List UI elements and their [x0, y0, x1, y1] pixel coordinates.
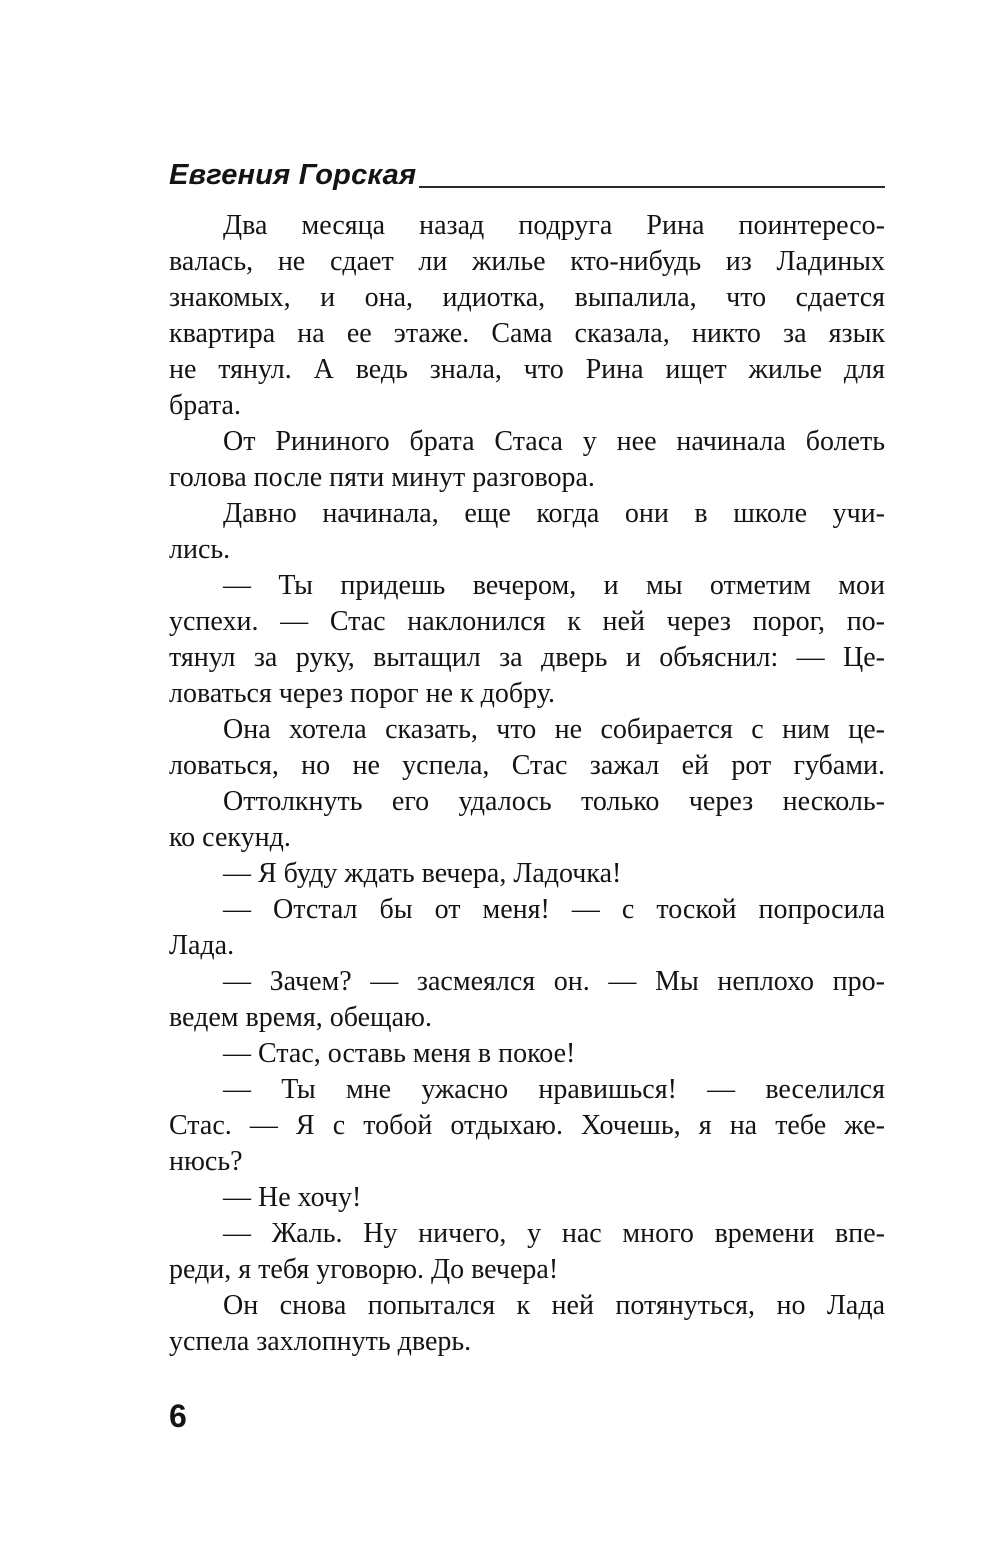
text-line: успела захлопнуть дверь. — [169, 1326, 472, 1357]
text-line: брата. — [169, 390, 241, 421]
text-line: знакомых, и она, идиотка, выпалила, что сдается — [169, 282, 885, 313]
text-line: ловаться через порог не к добру. — [169, 678, 555, 709]
text-line: — Зачем? — засмеялся он. — Мы неплохо про- — [223, 966, 885, 997]
text-line: Два месяца назад подруга Рина поинтересо- — [223, 210, 885, 241]
text-line: — Жаль. Ну ничего, у нас много времени впе- — [223, 1218, 885, 1249]
text-line: От Рининого брата Стаса у нее начинала болеть — [223, 426, 885, 457]
text-line: — Отстал бы от меня! — с тоской попросила — [223, 894, 885, 925]
page-header — [169, 156, 885, 190]
text-line: Стас. — Я с тобой отдыхаю. Хочешь, я на тебе же- — [169, 1110, 885, 1141]
text-line: Она хотела сказать, что не собирается с ним це- — [223, 714, 885, 745]
text-line: ловаться, но не успела, Стас зажал ей рот губами. — [169, 750, 885, 781]
header-rule — [419, 186, 885, 188]
text-line: — Ты придешь вечером, и мы отметим мои — [223, 570, 885, 601]
text-line: Давно начинала, еще когда они в школе учи- — [223, 498, 885, 529]
text-line: — Не хочу! — [223, 1182, 362, 1213]
text-line: тянул за руку, вытащил за дверь и объяснил: — Це- — [169, 642, 885, 673]
text-line: не тянул. А ведь знала, что Рина ищет жилье для — [169, 354, 885, 385]
text-line: ко секунд. — [169, 822, 291, 853]
page-number: 6 — [169, 1398, 187, 1434]
page-content — [169, 156, 885, 1360]
text-line: Он снова попытался к ней потянуться, но Лада — [223, 1290, 885, 1321]
text-line: нюсь? — [169, 1146, 243, 1177]
text-line: реди, я тебя уговорю. До вечера! — [169, 1254, 559, 1285]
text-line: лись. — [169, 534, 231, 565]
text-line: Оттолкнуть его удалось только через несколь- — [223, 786, 885, 817]
text-line: — Ты мне ужасно нравишься! — веселился — [223, 1074, 885, 1105]
text-line: квартира на ее этаже. Сама сказала, никто за язык — [169, 318, 885, 349]
text-line: — Я буду ждать вечера, Ладочка! — [223, 858, 622, 889]
text-line: успехи. — Стас наклонился к ней через порог, по- — [169, 606, 885, 637]
text-line: голова после пяти минут разговора. — [169, 462, 595, 493]
text-line: — Стас, оставь меня в покое! — [223, 1038, 576, 1069]
body-text — [169, 208, 885, 1360]
author-name: Евгения Горская — [169, 159, 417, 191]
text-line: Лада. — [169, 930, 235, 961]
text-line: валась, не сдает ли жилье кто-нибудь из Ладиных — [169, 246, 885, 277]
text-line: ведем время, обещаю. — [169, 1002, 432, 1033]
